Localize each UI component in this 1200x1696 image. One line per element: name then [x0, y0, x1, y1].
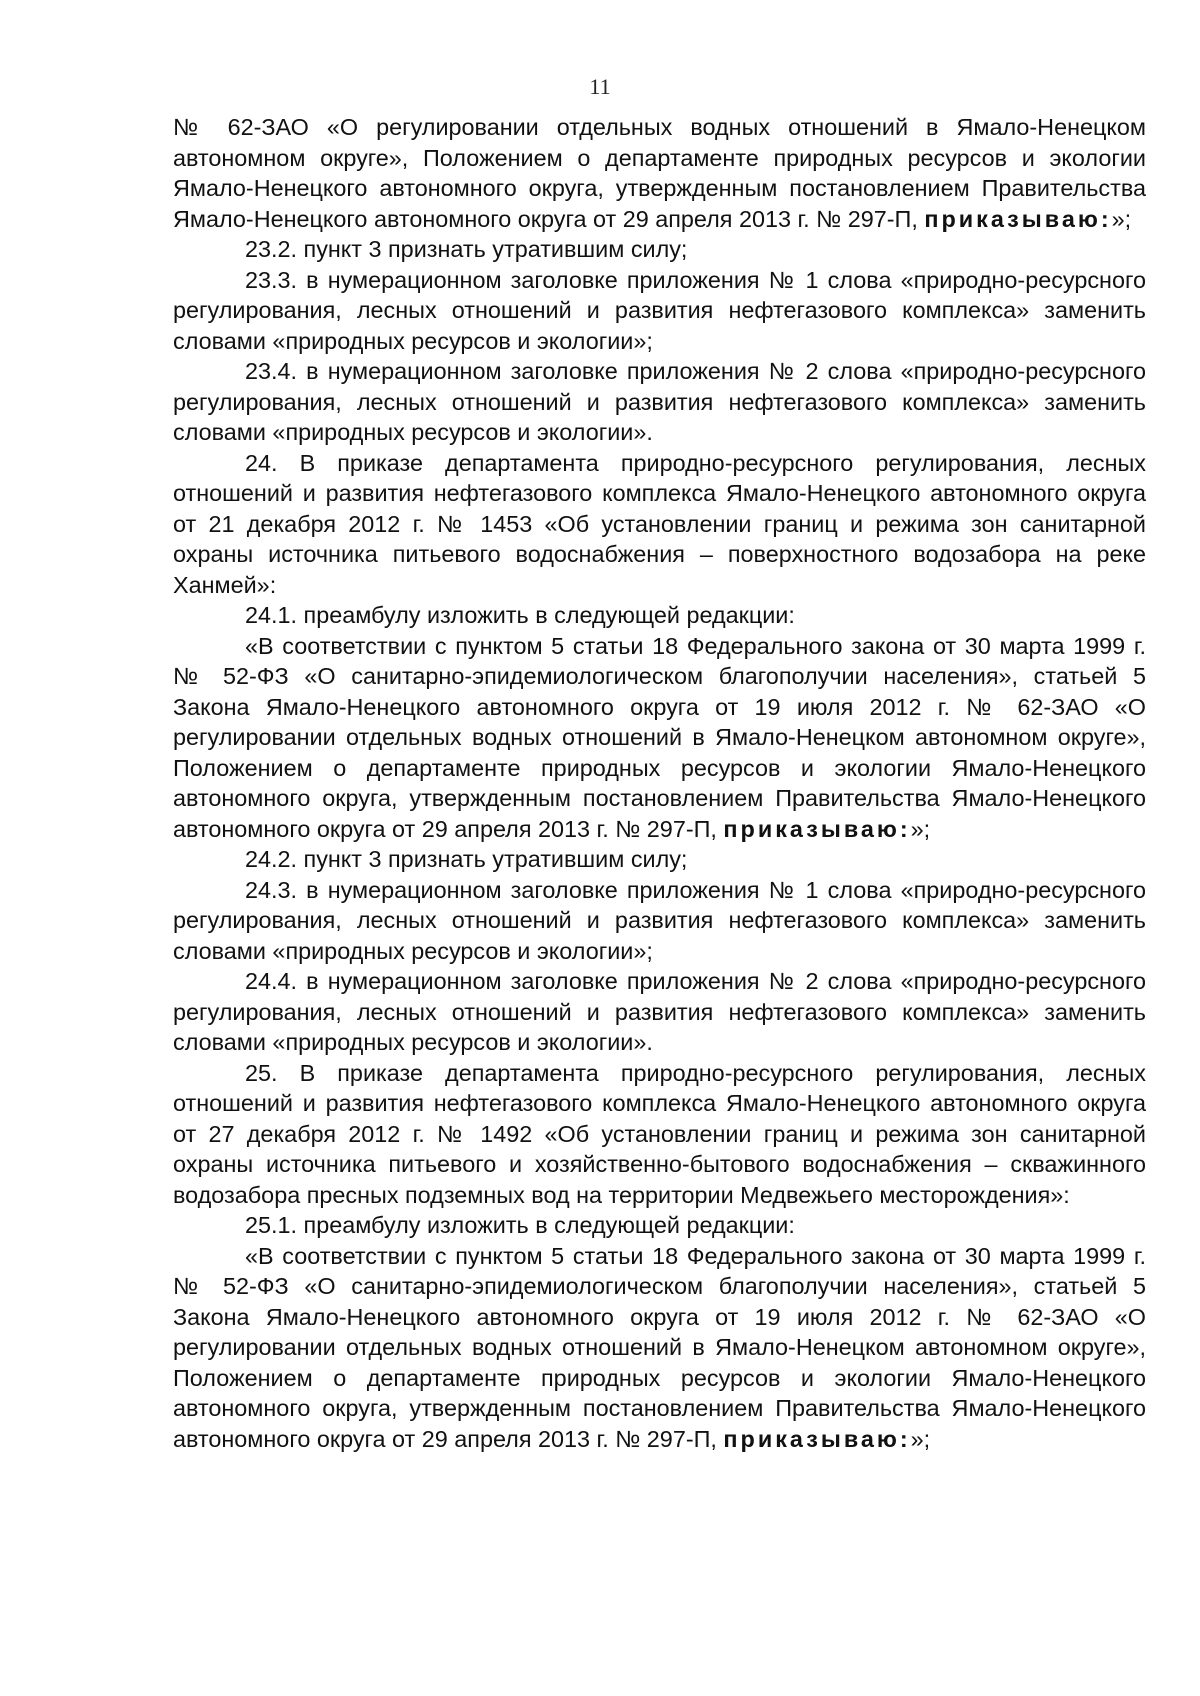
paragraph-text: 25. В приказе департамента природно-ресурсного регулирования, лесных отношений и развития нефтегазового комплекса Ямало-Ненецкого автономного округа от 27 декабря 2012 г. № 1492 «Об установлении границ и режима зон санитарной охраны источника питьевого и хозяйственно-бытового водоснабжения – скважинного водозабора пресных подземных вод на территории Медвежьего месторождения»:: [173, 1059, 1146, 1208]
paragraph-2: [173, 265, 1146, 357]
paragraph-bold-text: приказываю:: [924, 205, 1112, 232]
paragraph-text: 24. В приказе департамента природно-ресурсного регулирования, лесных отношений и развития нефтегазового комплекса Ямало-Ненецкого автономного округа от 21 декабря 2012 г. № 1453 «Об установлении границ и режима зон санитарной охраны источника питьевого водоснабжения – поверхностного водозабора на реке Ханмей»:: [173, 449, 1146, 598]
paragraph-text: 23.2. пункт 3 признать утратившим силу;: [245, 236, 688, 262]
paragraph-tail-text: »;: [910, 1425, 931, 1452]
paragraph-10: [173, 1058, 1146, 1211]
paragraph-text: 24.3. в нумерационном заголовке приложения № 1 слова «природно-ресурсного регулирования, лесных отношений и развития нефтегазового комплекса» заменить словами «природных ресурсов и экологии»;: [173, 876, 1146, 964]
page-number: 11: [589, 74, 611, 99]
document-body: [173, 112, 1146, 1454]
paragraph-12: [173, 1241, 1146, 1455]
paragraph-text: «В соответствии с пунктом 5 статьи 18 Федерального закона от 30 марта 1999 г. № 52-ФЗ «О санитарно-эпидемиологическом благополучии населения», статьей 5 Закона Ямало-Ненецкого автономного округа от 19 июля 2012 г. № 62-ЗАО «О регулировании отдельных водных отношений в Ямало-Ненецком автономном округе», Положением о департаменте природных ресурсов и экологии Ямало-Ненецкого автономного округа, утвержденным постановлением Правительства Ямало-Ненецкого автономного округа от 29 апреля 2013 г. № 297-П,: [173, 1242, 1146, 1452]
paragraph-text: № 62-ЗАО «О регулировании отдельных водных отношений в Ямало-Ненецком автономном округе», Положением о департаменте природных ресурсов и экологии Ямало-Ненецкого автономного округа, утвержденным постановлением Правительства Ямало-Ненецкого автономного округа от 29 апреля 2013 г. № 297-П,: [173, 114, 1146, 232]
paragraph-text: 25.1. преамбулу изложить в следующей редакции:: [245, 1212, 795, 1238]
paragraph-3: [173, 356, 1146, 448]
paragraph-11: [173, 1210, 1146, 1241]
paragraph-0: [173, 112, 1146, 234]
paragraph-text: 23.3. в нумерационном заголовке приложения № 1 слова «природно-ресурсного регулирования, лесных отношений и развития нефтегазового комплекса» заменить словами «природных ресурсов и экологии»;: [173, 266, 1146, 354]
paragraph-9: [173, 966, 1146, 1058]
paragraph-text: 24.4. в нумерационном заголовке приложения № 2 слова «природно-ресурсного регулирования, лесных отношений и развития нефтегазового комплекса» заменить словами «природных ресурсов и экологии».: [173, 968, 1146, 1055]
paragraph-8: [173, 875, 1146, 967]
paragraph-bold-text: приказываю:: [723, 815, 911, 842]
paragraph-text: 24.1. преамбулу изложить в следующей редакции:: [245, 602, 795, 628]
paragraph-7: [173, 844, 1146, 875]
paragraph-bold-text: приказываю:: [723, 1425, 911, 1452]
paragraph-6: [173, 631, 1146, 845]
paragraph-4: [173, 448, 1146, 601]
paragraph-1: [173, 234, 1146, 265]
paragraph-text: 24.2. пункт 3 признать утратившим силу;: [245, 846, 688, 872]
paragraph-text: «В соответствии с пунктом 5 статьи 18 Федерального закона от 30 марта 1999 г. № 52-ФЗ «О санитарно-эпидемиологическом благополучии населения», статьей 5 Закона Ямало-Ненецкого автономного округа от 19 июля 2012 г. № 62-ЗАО «О регулировании отдельных водных отношений в Ямало-Ненецком автономном округе», Положением о департаменте природных ресурсов и экологии Ямало-Ненецкого автономного округа, утвержденным постановлением Правительства Ямало-Ненецкого автономного округа от 29 апреля 2013 г. № 297-П,: [173, 632, 1146, 842]
paragraph-text: 23.4. в нумерационном заголовке приложения № 2 слова «природно-ресурсного регулирования, лесных отношений и развития нефтегазового комплекса» заменить словами «природных ресурсов и экологии».: [173, 358, 1146, 445]
paragraph-5: [173, 600, 1146, 631]
paragraph-tail-text: »;: [1111, 205, 1132, 232]
paragraph-tail-text: »;: [910, 815, 931, 842]
